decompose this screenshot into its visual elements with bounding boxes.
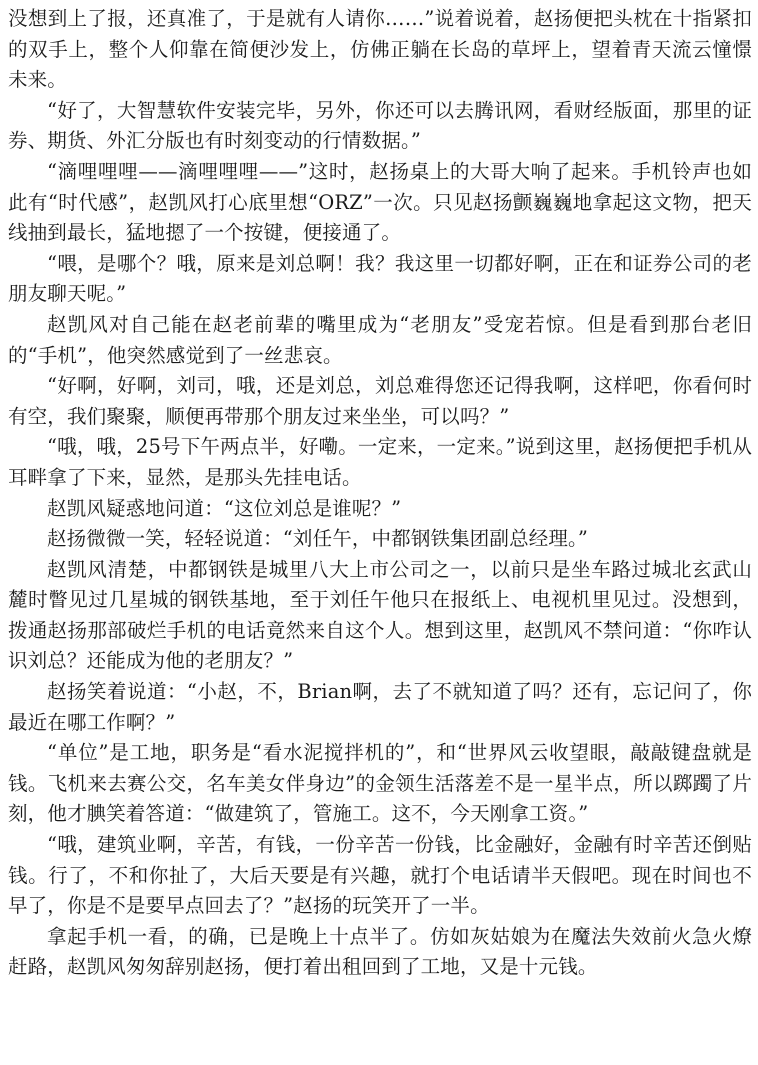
paragraph-14: 拿起手机一看，的确，已是晚上十点半了。仿如灰姑娘为在魔法失效前火急火燎赶路，赵凯风匆匆辞别赵扬，便打着出租回到了工地，又是十元钱。 [8,924,752,979]
paragraph-1: 没想到上了报，还真准了，于是就有人请你……”说着说着，赵扬便把头枕在十指紧扣的双手上，整个人仰靠在简便沙发上，仿佛正躺在长岛的草坪上，望着青天流云憧憬未来。 [8,7,752,92]
paragraph-12: “单位”是工地，职务是“看水泥搅拌机的”，和“世界风云收望眼，敲敲键盘就是钱。飞机来去赛公交，名车美女伴身边”的金领生活落差不是一星半点，所以踯躅了片刻，他才腆笑着答道：“做建筑了，管施工。这不，今天刚拿工资。” [8,741,752,826]
paragraph-2: “好了，大智慧软件安装完毕，另外，你还可以去腾讯网，看财经版面，那里的证券、期货、外汇分版也有时刻变动的行情数据。” [8,98,752,153]
paragraph-8: 赵凯风疑惑地问道：“这位刘总是谁呢？” [47,496,402,520]
paragraph-9: 赵扬微微一笑，轻轻说道：“刘任午，中都钢铁集团副总经理。” [47,527,589,551]
paragraph-5: 赵凯风对自己能在赵老前辈的嘴里成为“老朋友”受宠若惊。但是看到那台老旧的“手机”，他突然感觉到了一丝悲哀。 [8,312,752,367]
paragraph-13: “哦，建筑业啊，辛苦，有钱，一份辛苦一份钱，比金融好，金融有时辛苦还倒贴钱。行了，不和你扯了，大后天要是有兴趣，就打个电话请半天假吧。现在时间也不早了，你是不是要早点回去了？”赵扬的玩笑开了一半。 [8,833,752,918]
paragraph-4: “喂，是哪个？哦，原来是刘总啊！我？我这里一切都好啊，正在和证券公司的老朋友聊天呢。” [8,251,752,306]
paragraph-11: 赵扬笑着说道：“小赵，不，Brian啊，去了不就知道了吗？还有，忘记问了，你最近在哪工作啊？” [8,680,752,734]
paragraph-7: “哦，哦，25号下午两点半，好嘞。一定来，一定来。”说到这里，赵扬便把手机从耳畔拿了下来，显然，是那头先挂电话。 [8,435,752,489]
paragraph-10: 赵凯风清楚，中都钢铁是城里八大上市公司之一，以前只是坐车路过城北玄武山麓时瞥见过几星城的钢铁基地，至于刘任午他只在报纸上、电视机里见过。没想到，拨通赵扬那部破烂手机的电话竟然来自这个人。想到这里，赵凯风不禁问道：“你咋认识刘总？还能成为他的老朋友？” [8,557,752,673]
paragraph-3: “滴哩哩哩——滴哩哩哩——”这时，赵扬桌上的大哥大响了起来。手机铃声也如此有“时代感”，赵凯风打心底里想“ORZ”一次。只见赵扬颤巍巍地拿起这文物，把天线抽到最长，猛地摁了一个按键，便接通了。 [8,159,752,245]
paragraph-6: “好啊，好啊，刘司，哦，还是刘总，刘总难得您还记得我啊，这样吧，你看何时有空，我们聚聚，顺便再带那个朋友过来坐坐，可以吗？” [8,374,752,428]
